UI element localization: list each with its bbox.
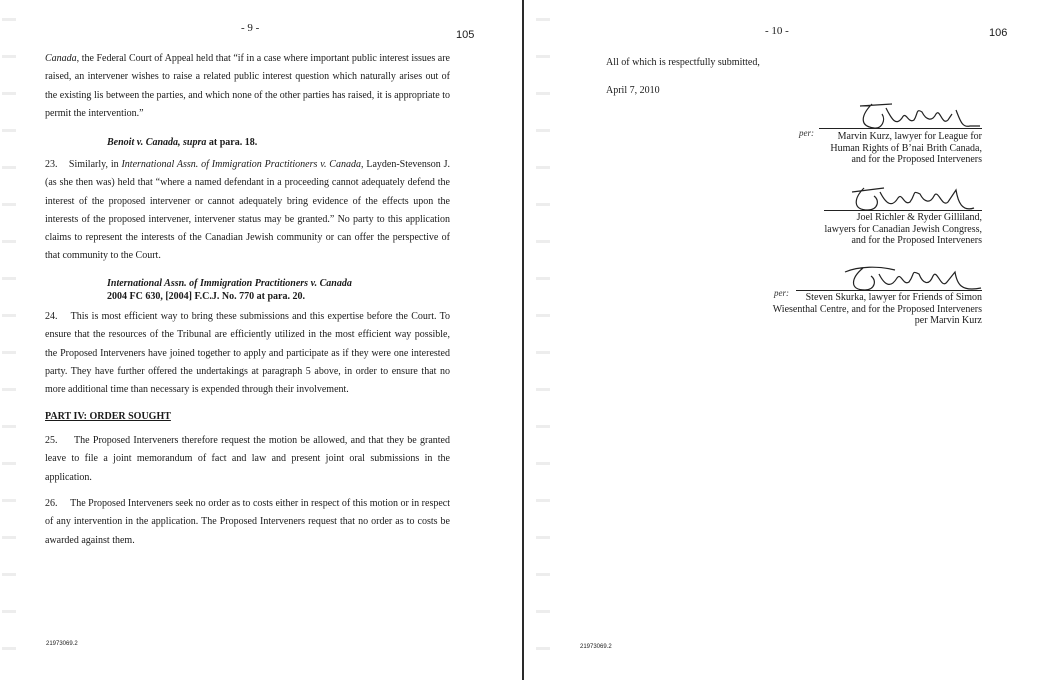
page-number: - 10 - — [765, 25, 789, 37]
paragraph-23 — [45, 156, 450, 266]
paragraph-26-text: The Proposed Interveners seek no order as to costs either in respect of this motion or in respect of any intervention in the application. The Proposed Interveners request that no order as to costs be awarded against them. — [45, 498, 450, 546]
signature-2-line1: Joel Richler & Ryder Gilliland, — [856, 212, 982, 223]
intro-paragraph — [45, 50, 450, 123]
part-heading-prefix: PART IV: — [45, 411, 90, 422]
paragraph-25 — [45, 432, 450, 487]
signature-2-line2: lawyers for Canadian Jewish Congress, — [824, 223, 982, 235]
signature-3-line1: Steven Skurka, lawyer for Friends of Simon — [805, 292, 982, 303]
submitted-statement: All of which is respectfully submitted, — [606, 57, 760, 68]
left-page — [0, 0, 522, 680]
signature-block-2 — [744, 212, 982, 247]
citation-2 — [107, 277, 407, 303]
part-heading — [45, 411, 171, 422]
signature-3-line3: per Marvin Kurz — [914, 315, 982, 326]
paragraph-23-after: , Layden-Stevenson J. (as she then was) held that “where a named defendant in a proceeding cannot adequately defend the interest of the proposed intervener or cannot adequately bring evidence of the effects upon the interests of the proposed intervener, intervener status may be granted.” No party to this application claims to represent the interests of the Canadian Jewish community or can offer the perspective of that community to the Court. — [45, 159, 451, 262]
paragraph-26 — [45, 495, 450, 550]
signature-2-line — [824, 210, 982, 211]
signature-1-initials: per: — [799, 128, 814, 138]
citation-2-case: International Assn. of Immigration Practitioners v. Canada — [107, 278, 352, 289]
right-page — [524, 0, 1051, 680]
paragraph-24 — [45, 308, 450, 399]
signature-block-3 — [724, 292, 982, 327]
signature-1-line1: Marvin Kurz, lawyer for League for — [837, 131, 982, 142]
paragraph-23-number: 23. — [45, 159, 58, 170]
document-number: 21973069.2 — [46, 640, 78, 647]
part-heading-title: ORDER SOUGHT — [89, 411, 171, 422]
signature-3-line — [796, 290, 982, 291]
paragraph-23-case: International Assn. of Immigration Practitioners v. Canada — [121, 159, 361, 170]
citation-1-pin: at para. 18. — [206, 137, 258, 148]
stamp-number: 106 — [989, 27, 1008, 39]
intro-text: , the Federal Court of Appeal held that “if in a case where important public interest issues are raised, an intervener wishes to raise a related public interest question which naturally arises out of the existing lis between the parties, and which none of the other parties has raised, it is appropriate to permit the intervention.” — [45, 53, 450, 119]
signature-3-line2: Wiesenthal Centre, and for the Proposed Interveners — [772, 303, 982, 315]
document-number: 21973069.2 — [580, 643, 612, 650]
signature-1-line3: and for the Proposed Interveners — [851, 154, 982, 165]
paragraph-26-number: 26. — [45, 498, 58, 509]
page-number: - 9 - — [241, 22, 260, 34]
paragraph-23-before: Similarly, in — [68, 159, 122, 170]
signature-1-line — [819, 128, 982, 129]
signature-2-line3: and for the Proposed Interveners — [851, 235, 982, 246]
case-name: Canada — [45, 53, 77, 64]
scan-artifact-left-margin — [2, 0, 16, 680]
scan-artifact-right-margin — [536, 0, 550, 680]
paragraph-25-number: 25. — [45, 435, 58, 446]
submission-date: April 7, 2010 — [606, 85, 660, 96]
citation-2-reference: 2004 FC 630, [2004] F.C.J. No. 770 at para. 20. — [107, 291, 305, 302]
paragraph-24-number: 24. — [45, 311, 58, 322]
citation-1 — [107, 137, 257, 148]
signature-block-1 — [744, 131, 982, 166]
signature-1-line2: Human Rights of B’nai Brith Canada, — [830, 142, 982, 154]
paragraph-25-text: The Proposed Interveners therefore request the motion be allowed, and that they be granted leave to file a joint memorandum of fact and law and present joint oral submissions in the application. — [45, 435, 450, 483]
paragraph-24-text: This is most efficient way to bring these submissions and this expertise before the Court. To ensure that the resources of the Tribunal are efficiently utilized in the most efficient way possible, the Proposed Interveners have joined together to apply and participate as if they were one interested party. They have further offered the undertakings at paragraph 5 above, in order to ensure that no more additional time than necessary is expended through their involvement. — [45, 311, 451, 396]
signature-3-initials: per: — [774, 288, 789, 298]
citation-1-case: Benoit v. Canada, supra — [107, 137, 207, 148]
stamp-number: 105 — [456, 29, 475, 41]
